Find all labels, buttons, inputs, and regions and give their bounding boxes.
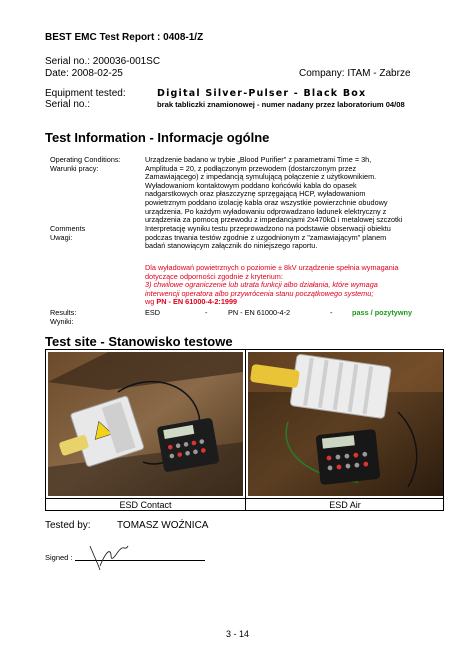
criterion-prefix: wg [145, 297, 157, 307]
esd-contact-photo [48, 352, 243, 496]
caption-esd-contact: ESD Contact [119, 500, 172, 510]
comments-label-pl: Uwagi: [50, 232, 73, 242]
op-line: Zamawiającego) z impedancją symulującą połączenie z użytkownikiem. [145, 172, 377, 182]
equipment-value: Digital Silver-Pulser - Black Box [157, 88, 367, 99]
criterion-note [145, 264, 445, 307]
comment-line: podczas trwania testów zgodnie z uzgodnionym z "zamawiającym" planem [145, 232, 387, 242]
caption-esd-air: ESD Air [329, 500, 361, 510]
tested-by-label: Tested by: [45, 520, 91, 531]
serial-number: Serial no.: 200036-001SC [45, 56, 161, 67]
results-label-en: Results: [50, 308, 77, 317]
comment-line: badań stanowiącym załącznik do niniejszego raportu. [145, 241, 318, 251]
operating-conditions-label [50, 156, 121, 173]
op-label-pl: Warunki pracy: [50, 163, 99, 173]
equipment-label: Equipment tested: [45, 88, 126, 99]
serial2-value: brak tabliczki znamionowej - numer nadany przez laboratorium 04/08 [157, 100, 405, 109]
results-standard: PN - EN 61000-4-2 [228, 308, 291, 317]
tested-by-name: TOMASZ WOŹNICA [117, 520, 209, 531]
comments-label-en: Comments [50, 224, 86, 233]
table-divider [245, 350, 246, 510]
op-line: Amplituda = 20, z podłączonym przewodem (dostarczonym przez [145, 163, 357, 173]
serial2-label: Serial no.: [45, 99, 91, 110]
results-test: ESD [145, 308, 161, 317]
signed-label: Signed : [45, 553, 73, 562]
op-label-en: Operating Conditions: [50, 155, 121, 164]
test-info-heading: Test Information - Informacje ogólne [45, 130, 270, 145]
operating-conditions-text [145, 156, 445, 225]
op-line: nadgarstkowych oraz płaszczyznę sprzęgającą HCP, wyładowaniom [145, 189, 366, 199]
op-line: urządzenia za pomocą przewodu z impedancjami 2x470kΩ i metalowej szczotki [145, 215, 403, 225]
comments-label [50, 225, 85, 242]
op-line: urządzenia. Po każdym wyładowaniu odprowadzano ładunek elektryczny z [145, 206, 387, 216]
criterion-standard: PN - EN 61000-4-2:1999 [156, 297, 238, 307]
criterion-line: dotyczące odporności zgodnie z kryterium: [145, 271, 283, 281]
esd-air-photo [248, 352, 443, 496]
op-line: Urządzenie badano w trybie „Blood Purifier" z parametrami Time = 3h, [145, 155, 372, 164]
photo-table [45, 349, 444, 511]
comments-text [145, 225, 445, 251]
results-label-pl: Wyniki: [50, 316, 74, 326]
company: Company: ITAM - Zabrze [299, 68, 411, 79]
criterion-line: Dla wyładowań powietrznych o poziomie ± 8kV urządzenie spełnia wymagania [145, 263, 399, 272]
report-date: Date: 2008-02-25 [45, 68, 123, 79]
page-number: 3 - 14 [226, 629, 250, 639]
report-title: BEST EMC Test Report : 0408-1/Z [45, 32, 204, 43]
criterion-line: 3) chwilowe ograniczenie lub utrata funkcji albo działania, które wymaga [145, 280, 378, 290]
op-line: Wyładowaniom kontaktowym poddano końcówki kabla do opasek [145, 180, 357, 190]
comment-line: Interpretację wyniku testu przeprowadzono na podstawie obserwacji obiektu [145, 224, 391, 233]
criterion-standard-line [145, 298, 445, 307]
op-line: powietrznym poddano izolację kabla oraz wszystkie powierzchnie obudowy [145, 197, 388, 207]
signature [80, 536, 140, 576]
test-site-heading: Test site - Stanowisko testowe [45, 334, 233, 349]
results-dash: - [330, 308, 333, 317]
criterion-line: interwencji operatora albo przywrócenia stanu początkowego systemu; [145, 288, 374, 298]
results-dash: - [205, 308, 208, 317]
results-label [50, 309, 76, 326]
results-verdict: pass / pozytywny [352, 308, 413, 317]
